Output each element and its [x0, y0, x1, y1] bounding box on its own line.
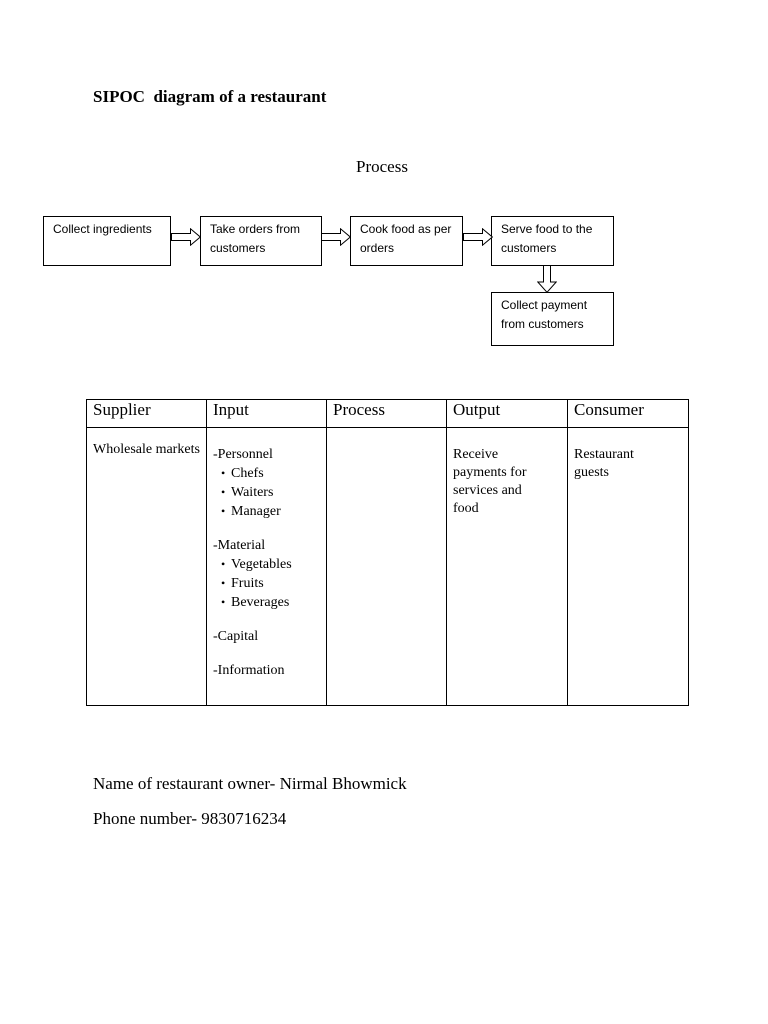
- input-group-capital: [213, 628, 320, 646]
- flow-step-serve-food: [491, 216, 614, 266]
- flow-step-label: Serve food to the customers: [501, 222, 593, 255]
- input-group-information: [213, 662, 320, 680]
- process-heading: Process: [356, 157, 408, 176]
- process-cell: [327, 428, 447, 706]
- header-input: Input: [207, 400, 327, 428]
- header-output: Output: [447, 400, 568, 428]
- restaurant-owner: Name of restaurant owner- Nirmal Bhowmick: [93, 774, 407, 793]
- flow-step-take-orders: [200, 216, 322, 266]
- supplier-value: Wholesale markets: [93, 442, 200, 457]
- input-group-title: -Information: [213, 663, 285, 678]
- input-group-title: -Capital: [213, 629, 259, 644]
- input-bullet-list: [213, 464, 320, 521]
- input-group-title: -Personnel: [213, 447, 273, 462]
- input-bullet-list: [213, 555, 320, 612]
- flow-arrow-right-icon: [321, 228, 351, 246]
- header-supplier: Supplier: [87, 400, 207, 428]
- flow-arrow-right-icon: [463, 228, 493, 246]
- flow-step-label: Take orders from customers: [210, 222, 301, 255]
- list-item: • Vegetables: [213, 555, 320, 574]
- flow-arrow-down-icon: [537, 265, 557, 293]
- flow-step-collect-payment: [491, 292, 614, 346]
- input-cell: [207, 428, 327, 706]
- consumer-value: Restaurant guests: [574, 447, 634, 480]
- input-group-title: -Material: [213, 538, 266, 553]
- flow-step-label: Collect ingredients: [53, 222, 152, 236]
- consumer-cell: [568, 428, 689, 706]
- flow-step-label: Collect payment from customers: [501, 298, 588, 331]
- list-item: • Manager: [213, 502, 320, 521]
- table-header-row: [87, 400, 689, 428]
- phone-number: Phone number- 9830716234: [93, 809, 287, 828]
- flow-step-label: Cook food as per orders: [360, 222, 452, 255]
- sipoc-table: [86, 399, 689, 706]
- flow-step-cook-food: [350, 216, 463, 266]
- table-row: [87, 428, 689, 706]
- document-title: SIPOC diagram of a restaurant: [93, 87, 327, 106]
- output-value: Receive payments for services and food: [453, 447, 527, 516]
- input-group-personnel: [213, 446, 320, 521]
- list-item: • Chefs: [213, 464, 320, 483]
- flow-step-collect-ingredients: [43, 216, 171, 266]
- list-item: • Fruits: [213, 574, 320, 593]
- flow-arrow-right-icon: [171, 228, 201, 246]
- list-item: • Waiters: [213, 483, 320, 502]
- list-item: • Beverages: [213, 593, 320, 612]
- header-consumer: Consumer: [568, 400, 689, 428]
- input-group-material: [213, 537, 320, 612]
- output-cell: [447, 428, 568, 706]
- supplier-cell: [87, 428, 207, 706]
- header-process: Process: [327, 400, 447, 428]
